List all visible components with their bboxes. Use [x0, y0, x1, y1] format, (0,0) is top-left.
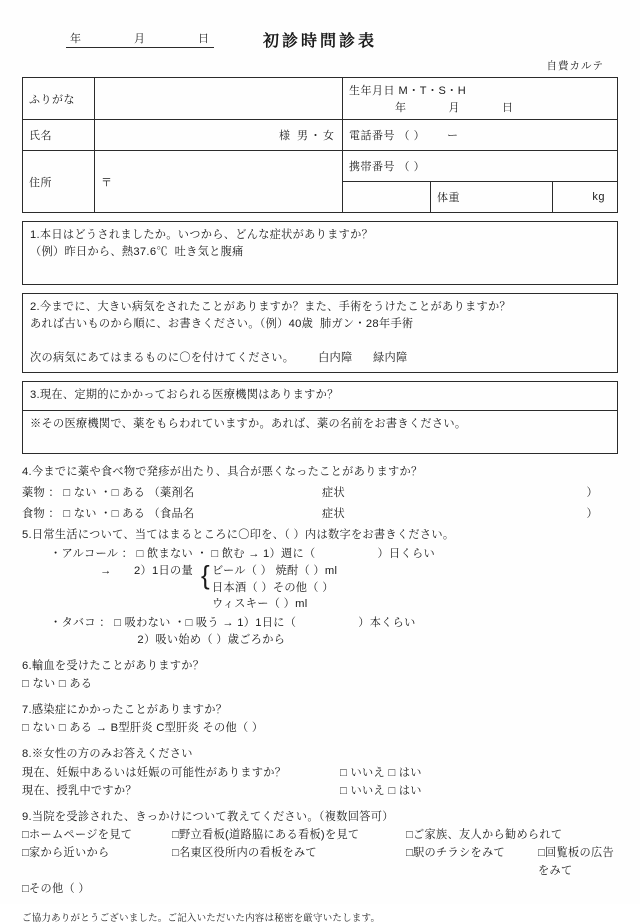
question-2-circle-instruction: 次の病気にあてはまるものに〇を付けてください。 白内障 緑内障: [30, 351, 408, 364]
question-7-title: 7.感染症にかかったことがありますか？: [22, 704, 228, 717]
weight-input[interactable]: [553, 182, 618, 213]
question-3-divider: [23, 410, 617, 411]
question-8-nursing-row[interactable]: [22, 782, 618, 800]
brace-icon: {: [201, 559, 210, 590]
question-4-food-label: 食物 ： □ ない ・□ ある （食品名: [22, 508, 195, 521]
question-9-row-1[interactable]: [22, 826, 618, 844]
question-9-option-4[interactable]: □名東区役所内の看板をみて: [172, 847, 317, 860]
page-title: 初診時問診表: [262, 33, 377, 50]
question-9: [22, 808, 618, 899]
question-9-option-0[interactable]: □ホームページを見て: [22, 828, 133, 841]
question-8-pregnancy-options[interactable]: □ いいえ □ はい: [340, 766, 422, 779]
patient-identity-table: [22, 77, 618, 213]
question-4: [22, 463, 618, 523]
footer-note: ご協力ありがとうございました。ご記入いただいた内容は秘密を厳守いたします。: [22, 913, 381, 924]
question-5-alcohol-freq-unit: ）日くらい: [377, 548, 435, 561]
question-7-options[interactable]: □ ない □ ある → B型肝炎 C型肝炎 その他（ ）: [22, 722, 264, 735]
question-5-tobacco-label: ・タバコ ： □ 吸わない ・□ 吸う → 1）1日に（: [50, 617, 297, 630]
question-3-title: 3.現在、定期的にかかっておられる医療機関はありますか？: [30, 389, 339, 402]
question-6-title: 6.輸血を受けたことがありますか？: [22, 659, 205, 672]
birth-month-label: 月: [448, 102, 460, 114]
question-5-alcohol-label: ・アルコール ： □ 飲まない ・ □ 飲む → 1）週に（: [50, 548, 316, 561]
question-4-drug-symptom-label: 症状: [322, 486, 345, 499]
mobile-cell[interactable]: [343, 151, 618, 182]
address-label: 住所: [23, 151, 95, 213]
spacer-cell: [343, 182, 431, 213]
telephone-cell[interactable]: [343, 120, 618, 151]
mobile-label: 携帯番号 （ ）: [349, 161, 426, 173]
question-2-box[interactable]: [22, 293, 618, 373]
question-6-options[interactable]: □ ない □ ある: [22, 677, 93, 690]
date-month-label: 月: [134, 33, 146, 45]
question-9-row-3[interactable]: [22, 880, 618, 898]
question-4-drug-close: ）: [586, 486, 598, 499]
question-5-alcohol-row[interactable]: [22, 546, 618, 563]
postal-mark: 〒: [101, 176, 113, 189]
question-4-drug-label: 薬物 ： □ ない ・□ ある （薬剤名: [22, 486, 195, 499]
question-9-option-7[interactable]: □その他（ ）: [22, 883, 90, 896]
name-input[interactable]: [95, 120, 343, 151]
question-8-pregnancy-row[interactable]: [22, 764, 618, 782]
question-8-pregnancy-label: 現在、妊娠中あるいは妊娠の可能性がありますか？: [22, 766, 287, 779]
birth-year-label: 年: [395, 102, 407, 114]
weight-label: 体重: [431, 182, 553, 213]
name-suffix: 様 男・女: [278, 130, 336, 142]
question-5-whisky: ウィスキー（ ）ml: [211, 598, 308, 611]
top-bar: [22, 22, 618, 56]
question-1-box[interactable]: [22, 221, 618, 285]
question-9-row-2[interactable]: [22, 844, 618, 880]
question-9-option-2[interactable]: □ご家族、友人から勧められて: [406, 828, 563, 841]
question-5-sake: 日本酒（ ）その他（ ）: [211, 581, 334, 594]
question-8: [22, 745, 618, 799]
question-5-tobacco-start: 2）吸い始め（ ）歳ごろから: [137, 634, 286, 646]
question-1-example: （例）昨日から、熱37.6℃ 吐き気と腹痛: [30, 246, 244, 259]
karte-type-label: 自費カルテ: [546, 60, 604, 72]
question-5-tobacco-unit: ）本くらい: [358, 617, 416, 630]
question-4-food-row[interactable]: [22, 505, 618, 523]
question-3-medicine-note: ※その医療機関で、薬をもらわれていますか。あれば、薬の名前をお書きください。: [30, 418, 467, 431]
name-label: 氏名: [23, 120, 95, 151]
question-9-option-6[interactable]: □回覧板の広告をみて: [538, 847, 614, 878]
question-8-title: 8.※女性の方のみお答えください: [22, 748, 193, 761]
question-4-title: 4.今までに薬や食べ物で発疹が出たり、具合が悪くなったことがありますか？: [22, 465, 423, 478]
question-4-food-close: ）: [586, 508, 598, 521]
question-4-food-symptom-label: 症状: [322, 508, 345, 521]
question-4-drug-row[interactable]: [22, 484, 618, 502]
weight-unit: kg: [592, 191, 605, 203]
question-6: [22, 657, 618, 693]
date-day-label: 日: [198, 33, 210, 45]
birthdate-label: 生年月日 M・T・S・H: [349, 85, 467, 97]
question-8-nursing-label: 現在、授乳中ですか？: [22, 784, 137, 797]
table-row-furigana: [23, 78, 618, 120]
question-9-option-3[interactable]: □家から近いから: [22, 847, 110, 860]
birth-day-label: 日: [502, 102, 514, 114]
telephone-label: 電話番号 （ ）: [349, 130, 426, 142]
question-9-option-1[interactable]: □野立看板(道路脇にある看板)を見て: [172, 828, 360, 841]
birthdate-cell[interactable]: [343, 78, 618, 120]
address-input[interactable]: [95, 151, 343, 213]
question-9-title: 9.当院を受診された、きっかけについて教えてください。（複数回答可）: [22, 810, 394, 823]
date-year-label: 年: [70, 33, 82, 45]
question-5: [22, 527, 618, 649]
question-5-beer: ビール（ ） 焼酎（ ）ml: [211, 564, 338, 577]
question-2-instruction: あれば古いものから順に、お書きください。（例）40歳 肺ガン・28年手術: [30, 318, 414, 331]
question-2-title: 2.今までに、大きい病気をされたことがありますか？また、手術をうけたことがありますか？: [30, 301, 511, 313]
question-1-title: 1.本日はどうされましたか。いつから、どんな症状がありますか？: [30, 229, 374, 241]
furigana-label: ふりがな: [23, 78, 95, 120]
table-row-address: [23, 151, 618, 182]
furigana-input[interactable]: [95, 78, 343, 120]
question-8-nursing-options[interactable]: □ いいえ □ はい: [340, 784, 422, 797]
question-5-tobacco-start-row[interactable]: [22, 632, 618, 649]
table-row-name: [23, 120, 618, 151]
question-5-alcohol-amount-row[interactable]: → 2）1日の量 { ビール（ ） 焼酎（ ）ml 日本酒（ ）その他（ ） ウィスキー（ ）ml: [22, 563, 618, 613]
question-5-tobacco-row[interactable]: [22, 615, 618, 632]
question-7: [22, 701, 618, 737]
question-5-title: 5.日常生活について、当てはまるところに〇印を、（ ）内は数字をお書きください。: [22, 529, 455, 542]
telephone-dash: ー: [446, 130, 459, 142]
question-9-option-5[interactable]: □駅のチラシをみて: [406, 847, 505, 860]
question-5-alcohol-amount-label: 2）1日の量: [134, 564, 193, 577]
question-3-box[interactable]: [22, 381, 618, 454]
